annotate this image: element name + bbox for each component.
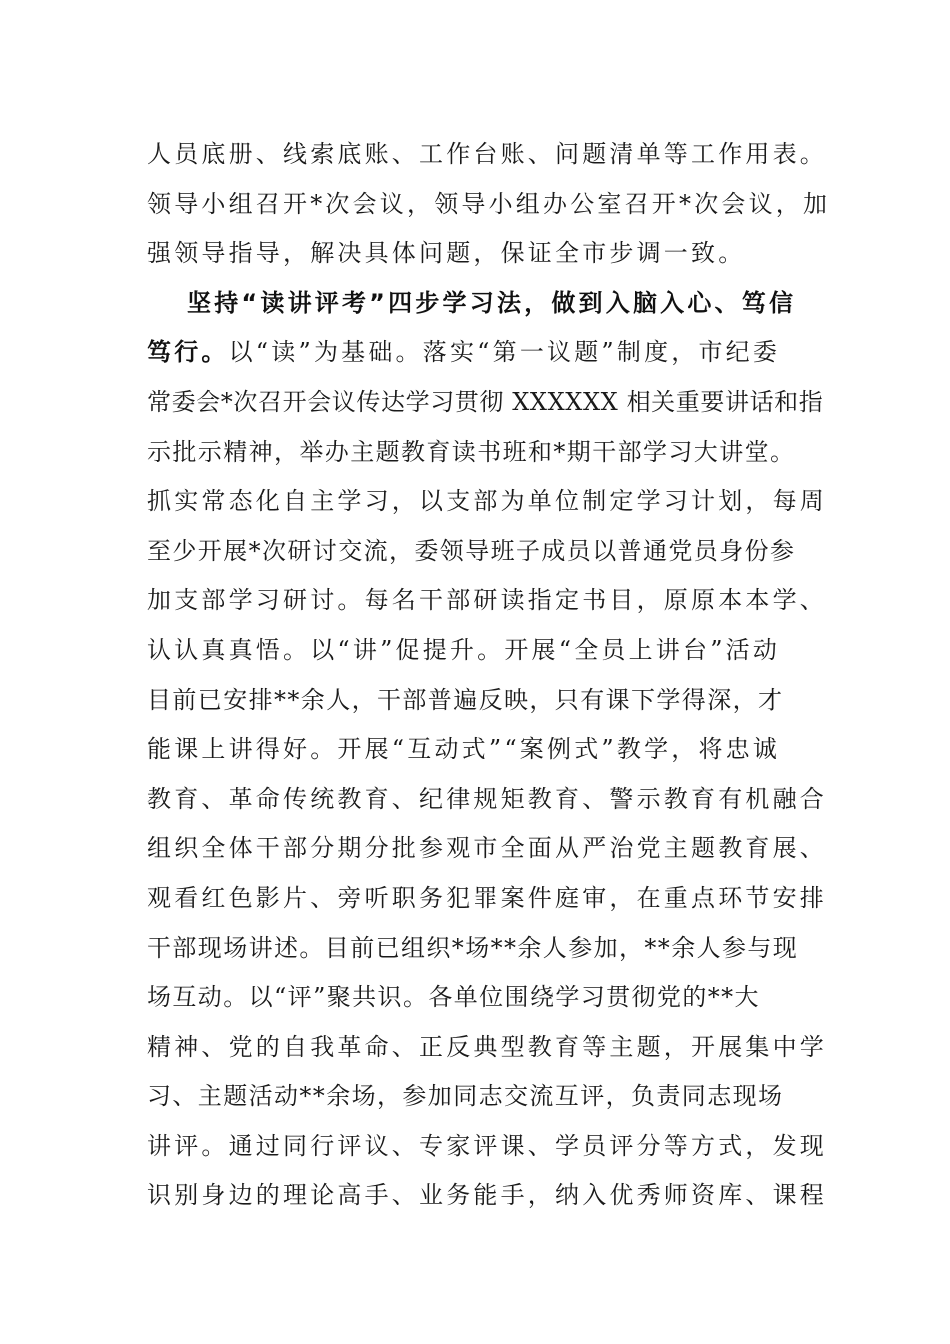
text-line: 示批示精神，举办主题教育读书班和*期干部学习大讲堂。 — [147, 437, 796, 466]
paragraph-heading-end: 笃行。 — [147, 338, 229, 367]
text-line: 识别身边的理论高手、业务能手，纳入优秀师资库、课程 — [147, 1181, 827, 1210]
text-line: 能课上讲得好。开展“互动式”“案例式”教学，将忠诚 — [147, 735, 781, 764]
text-line: 强领导指导，解决具体问题，保证全市步调一致。 — [147, 239, 746, 268]
text-line: 组织全体干部分期分批参观市全面从严治党主题教育展、 — [147, 834, 827, 863]
text-line: 观看红色影片、旁听职务犯罪案件庭审，在重点环节安排 — [147, 883, 827, 912]
text-line: 常委会*次召开会议传达学习贯彻 XXXXXX 相关重要讲话和指 — [147, 387, 824, 416]
text-line — [147, 328, 807, 378]
text-line: 习、主题活动**余场，参加同志交流互评，负责同志现场 — [147, 1082, 784, 1111]
text-line: 场互动。以“评”聚共识。各单位围绕学习贯彻党的**大 — [147, 983, 760, 1012]
text-line: 教育、革命传统教育、纪律规矩教育、警示教育有机融合 — [147, 784, 827, 813]
text-line: 讲评。通过同行评议、专家评课、学员评分等方式，发现 — [147, 1131, 827, 1160]
text-line — [147, 279, 807, 329]
text-line: 加支部学习研讨。每名干部研读指定书目，原原本本学、 — [147, 586, 827, 615]
body-text — [147, 130, 831, 1221]
text-line: 抓实常态化自主学习，以支部为单位制定学习计划，每周 — [147, 487, 827, 516]
text-run: 以“读”为基础。落实“第一议题”制度，市纪委 — [228, 338, 781, 367]
text-line: 目前已安排**余人，干部普遍反映，只有课下学得深，才 — [147, 685, 784, 714]
text-line: 精神、党的自我革命、正反典型教育等主题，开展集中学 — [147, 1032, 827, 1061]
text-line: 干部现场讲述。目前已组织*场**余人参加，**余人参与现 — [147, 933, 799, 962]
text-line: 人员底册、线索底账、工作台账、问题清单等工作用表。 — [147, 140, 827, 168]
text-line: 至少开展*次研讨交流，委领导班子成员以普通党员身份参 — [147, 536, 796, 565]
text-line: 认认真真悟。以“讲”促提升。开展“全员上讲台”活动 — [147, 635, 781, 664]
paragraph-heading: 坚持“读讲评考”四步学习法，做到入脑入心、笃信 — [187, 288, 797, 317]
text-line: 领导小组召开*次会议，领导小组办公室召开*次会议，加 — [147, 189, 831, 218]
